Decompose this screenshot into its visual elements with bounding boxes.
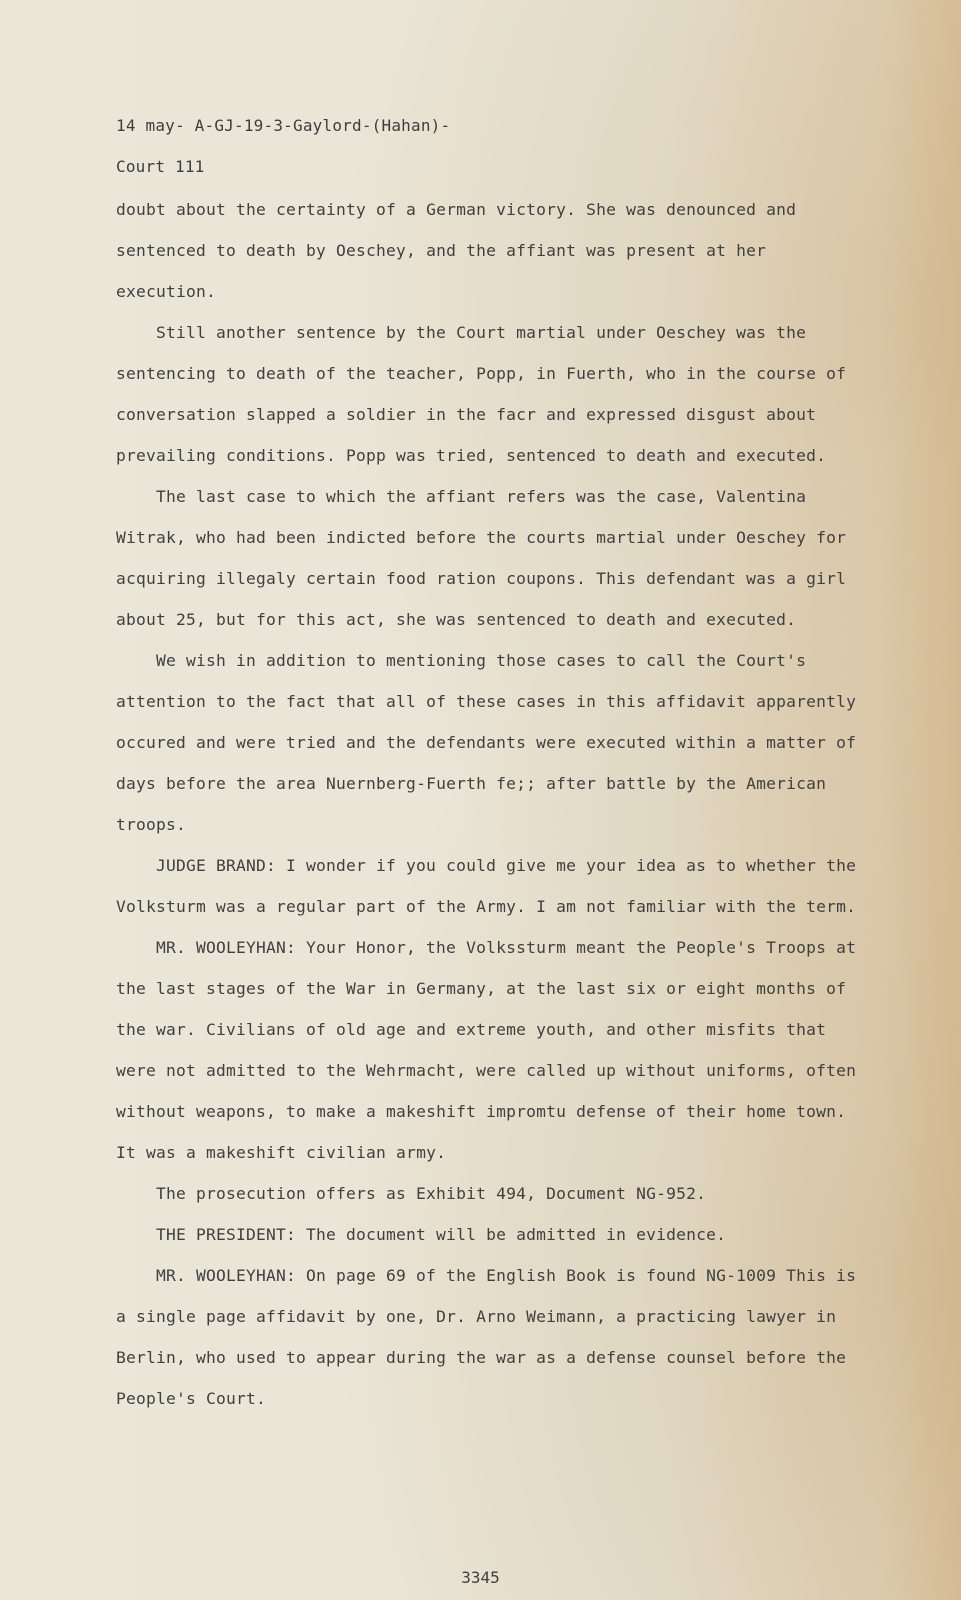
paragraph-witrak-case: The last case to which the affiant refers was the case, Valentina Witrak, who had been indicted before the courts martial under Oeschey for acquiring illegaly certain food ration coupons. This defendant was a girl about 25, but for this act, she was sentenced to death and executed. <box>116 487 847 629</box>
transcript-body <box>116 189 868 1419</box>
header-court-line: Court 111 <box>116 157 205 176</box>
paragraph-weimann-affidavit: MR. WOOLEYHAN: On page 69 of the English Book is found NG-1009 This is a single page affidavit by one, Dr. Arno Weimann, a practicing lawyer in Berlin, who used to appear during the war as a defense counsel before the People's Court. <box>116 1266 857 1408</box>
paragraph-judge-brand-question: JUDGE BRAND: I wonder if you could give me your idea as to whether the Volksturm was a regular part of the Army. I am not familiar with the term. <box>116 856 857 916</box>
paragraph-volkssturm-answer: MR. WOOLEYHAN: Your Honor, the Volkssturm meant the People's Troops at the last stages of the War in Germany, at the last six or eight months of the war. Civilians of old age and extreme youth, and other misfits that were not admitted to the Wehrmacht, were called up without uniforms, often without weapons, to make a makeshift impromtu defense of their home town. It was a makeshift civilian army. <box>116 938 857 1162</box>
paragraph-court-attention: We wish in addition to mentioning those cases to call the Court's attention to the fact that all of these cases in this affidavit apparently occured and were tried and the defendants were executed within a matter of days before the area Nuernberg-Fuerth fe;; after battle by the American troops. <box>116 651 857 834</box>
paragraph-president-ruling: THE PRESIDENT: The document will be admitted in evidence. <box>156 1225 727 1244</box>
paragraph-exhibit-offer: The prosecution offers as Exhibit 494, Document NG-952. <box>156 1184 707 1203</box>
page-number: 3345 <box>461 1568 500 1587</box>
header-reference-line: 14 may- A-GJ-19-3-Gaylord-(Hahan)- <box>116 116 451 135</box>
paragraph-popp-case: Still another sentence by the Court martial under Oeschey was the sentencing to death of the teacher, Popp, in Fuerth, who in the course of conversation slapped a soldier in the facr and expressed disgust about prevailing conditions. Popp was tried, sentenced to death and executed. <box>116 323 847 465</box>
paragraph-continuation: doubt about the certainty of a German victory. She was denounced and sentenced to death by Oeschey, and the affiant was present at her execution. <box>116 200 797 301</box>
